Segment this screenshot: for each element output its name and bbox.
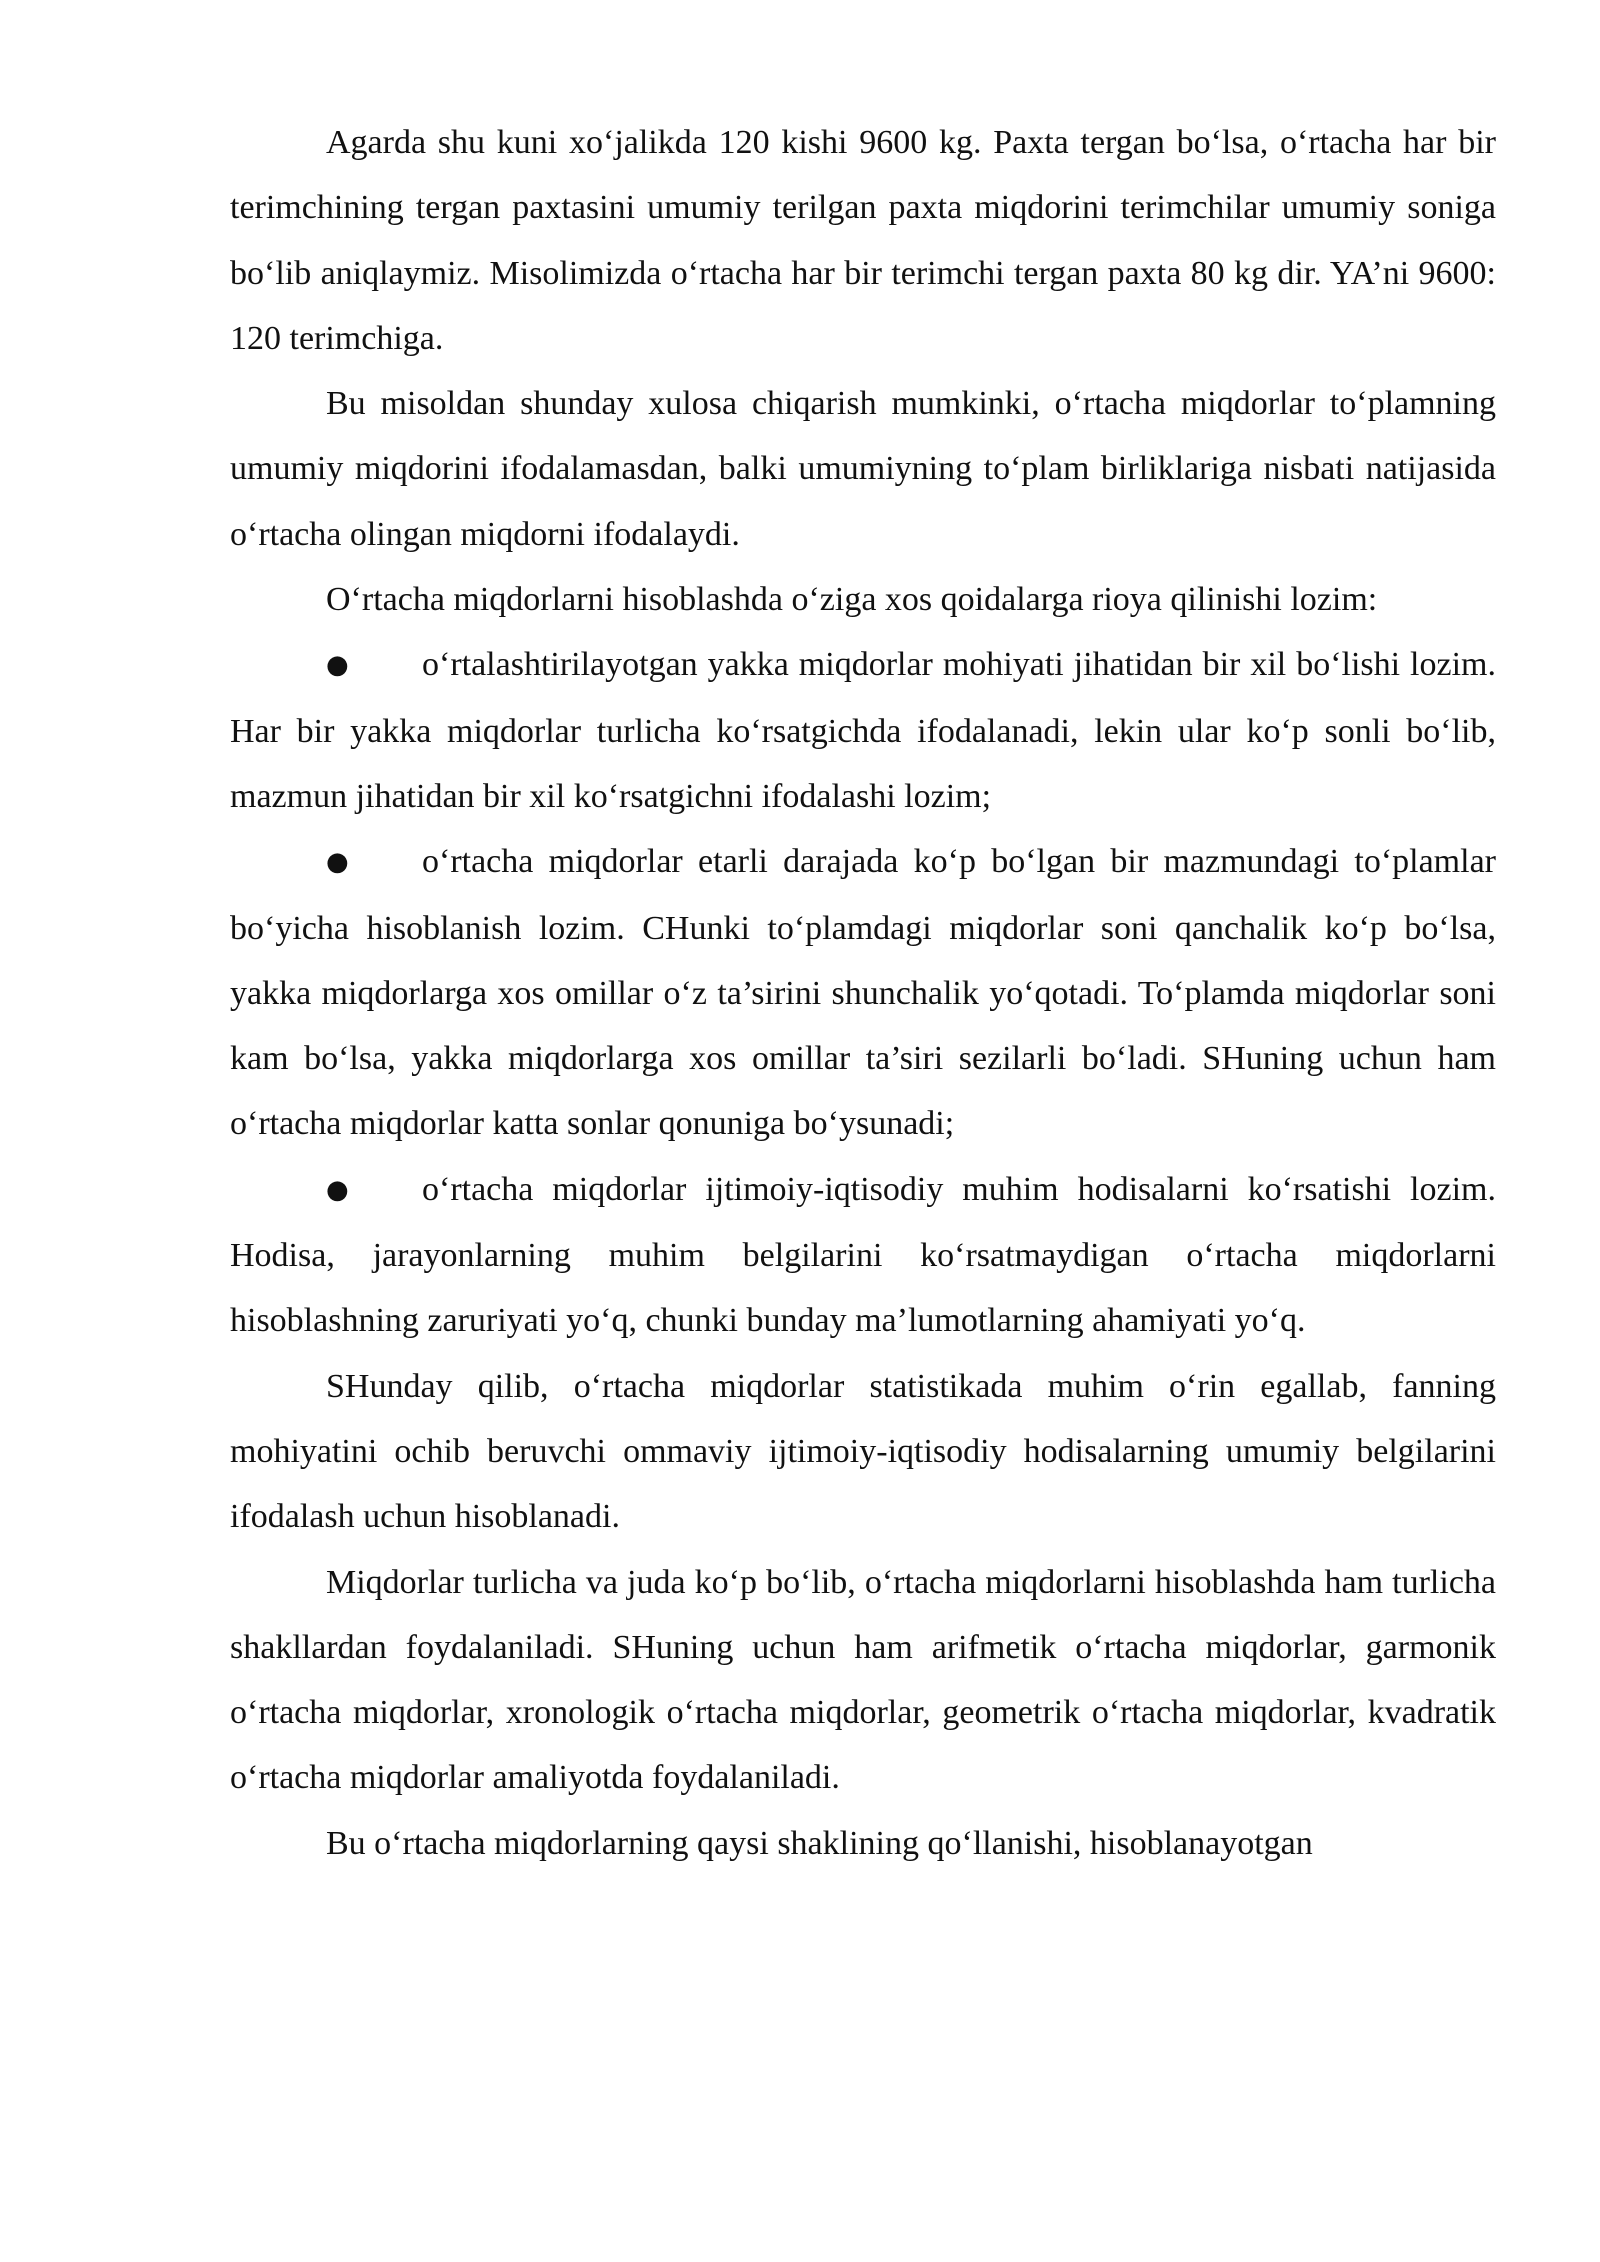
bullet-icon: ● bbox=[326, 847, 349, 878]
paragraph-summary: SHunday qilib, o‘rtacha miqdorlar statistikada muhim o‘rin egallab, fanning mohiyatini ochib beruvchi ommaviy ijtimoiy-iqtisodiy hodisalarning umumiy belgilarini ifodalash uchun hisoblanadi. bbox=[230, 1367, 1496, 1536]
paragraph-forms: Miqdorlar turlicha va juda ko‘p bo‘lib, o‘rtacha miqdorlarni hisoblashda ham turlicha shakllardan foydalaniladi. SHuning uchun ham arifmetik o‘rtacha miqdorlar, garmonik o‘rtacha miqdorlar, xronologik o‘rtacha miqdorlar, geometrik o‘rtacha miqdorlar, kvadratik o‘rtacha miqdorlar amaliyotda foydalaniladi. bbox=[230, 1563, 1496, 1797]
bullet-item bbox=[230, 829, 1496, 1156]
bullet-item bbox=[230, 1157, 1496, 1354]
bullet-text: o‘rtacha miqdorlar etarli darajada ko‘p bo‘lgan bir mazmundagi to‘plamlar bo‘yicha hisoblanish lozim. CHunki to‘plamdagi miqdorlar soni qanchalik ko‘p bo‘lsa, yakka miqdorlarga xos omillar o‘z ta’sirini shunchalik yo‘qotadi. To‘plamda miqdorlar soni kam bo‘lsa, yakka miqdorlarga xos omillar ta’siri sezilarli bo‘ladi. SHuning uchun ham o‘rtacha miqdorlar katta sonlar qonuniga bo‘ysunadi; bbox=[230, 843, 1496, 1143]
bullet-text: o‘rtacha miqdorlar ijtimoiy-iqtisodiy muhim hodisalarni ko‘rsatishi lozim. Hodisa, jarayonlarning muhim belgilarini ko‘rsatmaydigan o‘rtacha miqdorlarni hisoblashning zaruriyati yo‘q, chunki bunday ma’lumotlarning ahamiyati yo‘q. bbox=[230, 1170, 1496, 1340]
paragraph-rules-intro: O‘rtacha miqdorlarni hisoblashda o‘ziga xos qoidalarga rioya qilinishi lozim: bbox=[326, 581, 1378, 619]
bullet-icon: ● bbox=[326, 650, 349, 681]
document-page bbox=[230, 110, 1496, 1876]
paragraph-cotton-example: Agarda shu kuni xo‘jalikda 120 kishi 9600 kg. Paxta tergan bo‘lsa, o‘rtacha har bir terimchining tergan paxtasini umumiy terilgan paxta miqdorini terimchilar umumiy soniga bo‘lib aniqlaymiz. Misolimizda o‘rtacha har bir terimchi tergan paxta 80 kg dir. YA’ni 9600: 120 terimchiga. bbox=[230, 124, 1496, 357]
bullet-icon: ● bbox=[326, 1174, 349, 1205]
paragraph-conclusion: Bu misoldan shunday xulosa chiqarish mumkinki, o‘rtacha miqdorlar to‘plamning umumiy miqdorini ifodalamasdan, balki umumiyning to‘plam birliklariga nisbati natijasida o‘rtacha olingan miqdorni ifodalaydi. bbox=[230, 385, 1496, 553]
bullet-item bbox=[230, 632, 1496, 829]
bullet-text: o‘rtalashtirilayotgan yakka miqdorlar mohiyati jihatidan bir xil bo‘lishi lozim. Har bir yakka miqdorlar turlicha ko‘rsatgichda ifodalanadi, lekin ular ko‘p sonli bo‘lib, mazmun jihatidan bir xil ko‘rsatgichni ifodalashi lozim; bbox=[230, 646, 1496, 815]
paragraph-continuation: Bu o‘rtacha miqdorlarning qaysi shaklining qo‘llanishi, hisoblanayotgan bbox=[326, 1824, 1313, 1862]
